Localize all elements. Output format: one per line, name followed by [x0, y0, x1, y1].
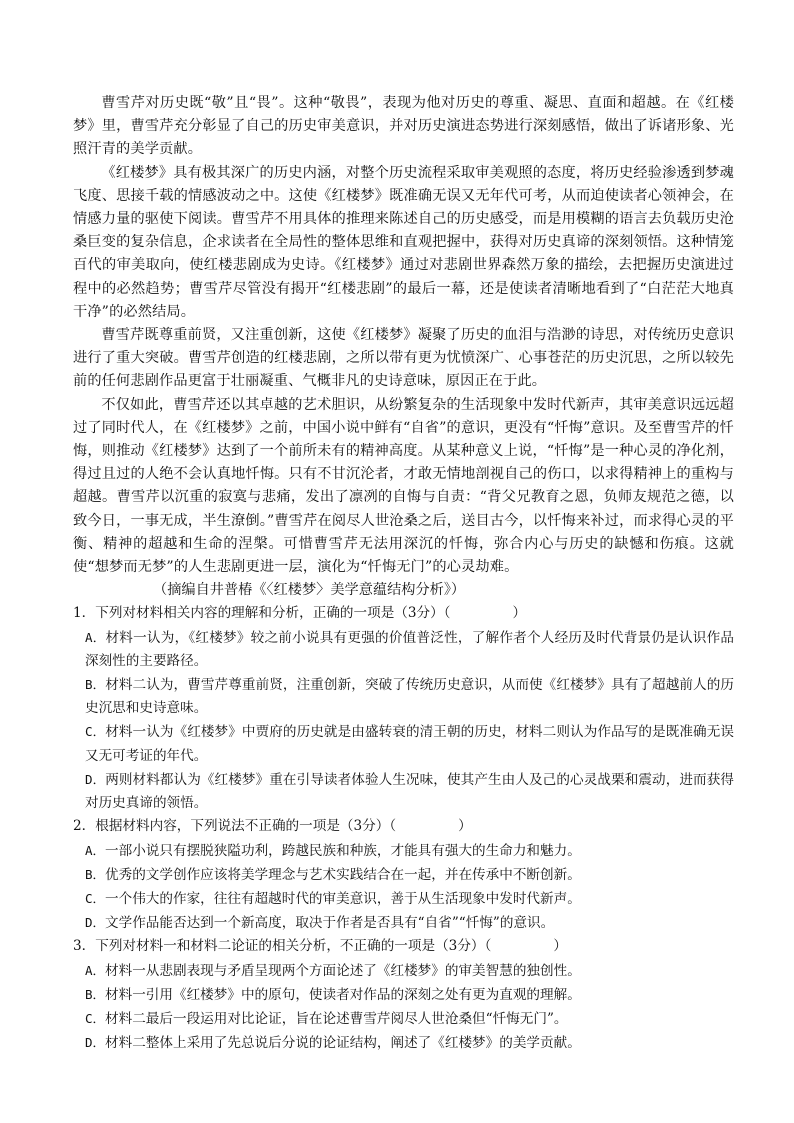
question-2 [73, 815, 734, 935]
question-stem-end: ） [458, 818, 472, 835]
option-text: 材料一认为《红楼梦》中贾府的历史就是由盛转衰的清王朝的历史，材料二则认为作品写的是既准确无误又无可考证的年代。 [85, 724, 734, 764]
passage-paragraph: 曹雪芹对历史既“敬”且“畏”。这种“敬畏”，表现为他对历史的尊重、凝思、直面和超越。在《红楼梦》里，曹雪芹充分彰显了自己的历史审美意识，并对历史演进态势进行深刻感悟，做出了诉诸形象、光照汗青的美学贡献。 [73, 95, 734, 158]
option-b [73, 673, 734, 720]
option-d [73, 911, 734, 935]
option-text: 材料二最后一段运用对比论证，旨在论述曹雪芹阅尽人世沧桑但“忏悔无门”。 [105, 1010, 568, 1027]
question-1 [73, 602, 734, 815]
option-text: 一个伟大的作家，往往有超越时代的审美意识，善于从生活现象中发时代新声。 [105, 890, 581, 907]
option-a [73, 959, 734, 983]
option-letter: A． [85, 842, 106, 858]
option-a [73, 839, 734, 863]
option-text: 一部小说只有摆脱狭隘功利，跨越民族和种族，才能具有强大的生命力和魅力。 [105, 842, 581, 859]
option-letter: A． [85, 962, 106, 978]
question-stem [73, 815, 734, 838]
option-letter: D． [85, 771, 106, 787]
question-stem-text: 2．根据材料内容，下列说法不正确的一项是（3分）（ [73, 818, 397, 835]
passage-paragraph: 曹雪芹既尊重前贤，又注重创新，这使《红楼梦》凝聚了历史的血泪与浩渺的诗思，对传统历史意识进行了重大突破。曹雪芹创造的红楼悲剧，之所以带有更为忧愤深广、心事苍茫的历史沉思，之所以较先前的任何悲剧作品更富于壮丽凝重、气概非凡的史诗意味，原因正在于此。 [73, 327, 734, 390]
question-stem-text: 3．下列对材料一和材料二论证的相关分析，不正确的一项是（3分）（ [73, 938, 492, 955]
question-3 [73, 935, 734, 1055]
option-a [73, 626, 734, 673]
option-text: 文学作品能否达到一个新高度，取决于作者是否具有“自省”“忏悔”的意识。 [105, 915, 555, 932]
option-letter: B． [85, 866, 106, 882]
option-letter: C． [85, 1010, 106, 1026]
question-stem-end: ） [512, 605, 527, 622]
option-letter: D． [85, 915, 106, 931]
passage-source: （摘编自井普椿《〈红楼梦〉美学意蕴结构分析》） [153, 582, 466, 599]
option-c [73, 720, 734, 767]
option-text: 材料二整体上采用了先总说后分说的论证结构，阐述了《红楼梦》的美学贡献。 [105, 1035, 581, 1052]
question-stem [73, 602, 734, 625]
option-text: 优秀的文学创作应该将美学理念与艺术实践结合在一起，并在传承中不断创新。 [105, 866, 581, 883]
option-letter: B． [85, 677, 106, 693]
reading-passage [73, 92, 734, 602]
option-letter: A． [85, 629, 106, 645]
option-c [73, 1007, 734, 1031]
option-b [73, 863, 734, 887]
question-stem-end: ） [553, 938, 567, 955]
option-d [73, 1031, 734, 1055]
question-list [73, 602, 734, 1055]
option-c [73, 887, 734, 911]
option-text: 材料一引用《红楼梦》中的原句，使读者对作品的深刻之处有更为直观的理解。 [105, 986, 581, 1003]
question-stem [73, 935, 734, 958]
option-b [73, 983, 734, 1007]
option-d [73, 768, 734, 815]
option-text: 材料一认为，《红楼梦》较之前小说具有更强的价值普泛性，了解作者个人经历及时代背景仍是认识作品深刻性的主要路径。 [85, 629, 735, 669]
question-stem-text: 1．下列对材料相关内容的理解和分析，正确的一项是（3分）（ [73, 605, 451, 622]
passage-paragraph: 不仅如此，曹雪芹还以其卓越的艺术胆识，从纷繁复杂的生活现象中发时代新声，其审美意识远远超过了同时代人，在《红楼梦》之前，中国小说中鲜有“自省”的意识，更没有“忏悔”意识。及至曹雪芹的忏悔，则推动《红楼梦》达到了一个前所未有的精神高度。从某种意义上说，“忏悔”是一种心灵的净化剂，得过且过的人绝不会认真地忏悔。只有不甘沉沦者，才敢无情地剖视自己的伤口，以求得精神上的重构与超越。曹雪芹以沉重的寂寞与悲痛，发出了凛冽的自悔与自责：“背父兄教育之恩，负师友规范之德，以致今日，一事无成，半生潦倒。”曹雪芹在阅尽人世沧桑之后，送目古今，以忏悔来补过，而求得心灵的平衡、精神的超越和生命的涅槃。可惜曹雪芹无法用深沉的忏悔，弥合内心与历史的缺憾和伤痕。这就使“想梦而无梦”的人生悲剧更进一层，演化为“忏悔无门”的心灵劫难。 [73, 396, 734, 576]
option-letter: C． [85, 724, 106, 740]
option-letter: B． [85, 986, 106, 1002]
passage-paragraph: 《红楼梦》具有极其深广的历史内涵，对整个历史流程采取审美观照的态度，将历史经验渗透到梦魂飞度、思接千载的情感波动之中。这使《红楼梦》既准确无误又无年代可考，从而迫使读者心领神会，在情感力量的驱使下阅读。曹雪芹不用具体的推理来陈述自己的历史感受，而是用模糊的语言去负载历史沧桑巨变的复杂信息，企求读者在全局性的整体思维和直观把握中，获得对历史真谛的深刻领悟。这种情笼百代的审美取向，使红楼悲剧成为史诗。《红楼梦》通过对悲剧世界森然万象的描绘，去把握历史演进过程中的必然趋势；曹雪芹尽管没有揭开“红楼悲剧”的最后一幕，还是使读者清晰地看到了“白茫茫大地真干净”的必然结局。 [73, 164, 734, 320]
option-letter: C． [85, 890, 106, 906]
option-text: 两则材料都认为《红楼梦》重在引导读者体验人生况味，使其产生由人及己的心灵战栗和震动，进而获得对历史真谛的领悟。 [85, 771, 734, 812]
option-letter: D． [85, 1035, 106, 1051]
option-text: 材料一从悲剧表现与矛盾呈现两个方面论述了《红楼梦》的审美智慧的独创性。 [105, 962, 581, 979]
option-text: 材料二认为，曹雪芹尊重前贤，注重创新，突破了传统历史意识，从而使《红楼梦》具有了超越前人的历史沉思和史诗意味。 [85, 677, 734, 717]
